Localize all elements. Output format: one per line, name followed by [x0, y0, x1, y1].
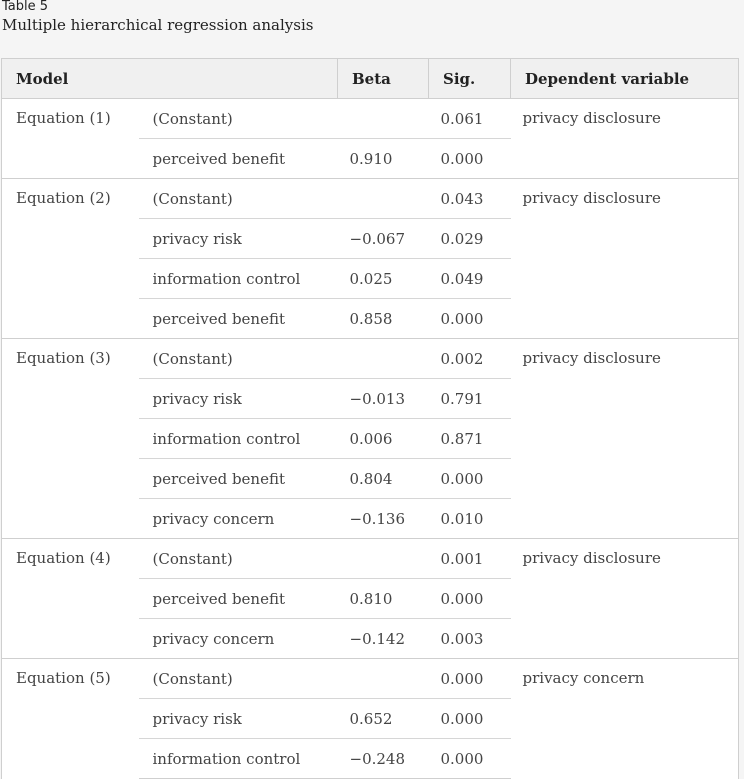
variable-name: information control	[139, 419, 338, 459]
sig-value: 0.871	[429, 419, 511, 459]
variable-name: perceived benefit	[139, 579, 338, 619]
equation-name: Equation (3)	[2, 339, 139, 539]
sig-value: 0.001	[429, 539, 511, 579]
beta-value	[338, 179, 429, 219]
table-row	[2, 339, 739, 379]
header-dependent: Dependent variable	[511, 59, 739, 99]
beta-value: 0.652	[338, 699, 429, 739]
table-body	[2, 99, 739, 779]
equation-name: Equation (1)	[2, 99, 139, 179]
variable-name: information control	[139, 739, 338, 779]
beta-value: 0.804	[338, 459, 429, 499]
variable-name: (Constant)	[139, 179, 338, 219]
table-row	[2, 179, 739, 219]
header-beta: Beta	[338, 59, 429, 99]
sig-value: 0.002	[429, 339, 511, 379]
beta-value: 0.810	[338, 579, 429, 619]
dependent-variable: privacy disclosure	[511, 179, 739, 339]
sig-value: 0.061	[429, 99, 511, 139]
beta-value: 0.910	[338, 139, 429, 179]
sig-value: 0.000	[429, 739, 511, 779]
dependent-variable: privacy disclosure	[511, 99, 739, 179]
variable-name: privacy risk	[139, 699, 338, 739]
variable-name: (Constant)	[139, 659, 338, 699]
sig-value: 0.003	[429, 619, 511, 659]
beta-value: −0.248	[338, 739, 429, 779]
sig-value: 0.043	[429, 179, 511, 219]
sig-value: 0.000	[429, 699, 511, 739]
beta-value: 0.006	[338, 419, 429, 459]
beta-value: −0.067	[338, 219, 429, 259]
sig-value: 0.049	[429, 259, 511, 299]
beta-value: 0.858	[338, 299, 429, 339]
variable-name: (Constant)	[139, 339, 338, 379]
variable-name: privacy risk	[139, 219, 338, 259]
table-label: Table 5	[2, 0, 49, 14]
header-sig: Sig.	[429, 59, 511, 99]
sig-value: 0.010	[429, 499, 511, 539]
header-model: Model	[2, 59, 338, 99]
variable-name: privacy concern	[139, 499, 338, 539]
sig-value: 0.000	[429, 659, 511, 699]
table-row	[2, 99, 739, 139]
beta-value: −0.136	[338, 499, 429, 539]
table-caption	[2, 0, 313, 36]
table-row	[2, 659, 739, 699]
beta-value	[338, 99, 429, 139]
regression-table	[1, 58, 739, 779]
beta-value	[338, 659, 429, 699]
variable-name: (Constant)	[139, 539, 338, 579]
equation-name: Equation (4)	[2, 539, 139, 659]
equation-name: Equation (5)	[2, 659, 139, 779]
beta-value: −0.142	[338, 619, 429, 659]
sig-value: 0.791	[429, 379, 511, 419]
header-row	[2, 59, 739, 99]
sig-value: 0.000	[429, 579, 511, 619]
dependent-variable: privacy concern	[511, 659, 739, 779]
variable-name: information control	[139, 259, 338, 299]
beta-value: 0.025	[338, 259, 429, 299]
beta-value	[338, 539, 429, 579]
beta-value	[338, 339, 429, 379]
sig-value: 0.029	[429, 219, 511, 259]
sig-value: 0.000	[429, 139, 511, 179]
sig-value: 0.000	[429, 459, 511, 499]
variable-name: privacy concern	[139, 619, 338, 659]
variable-name: perceived benefit	[139, 299, 338, 339]
equation-name: Equation (2)	[2, 179, 139, 339]
table-row	[2, 539, 739, 579]
dependent-variable: privacy disclosure	[511, 539, 739, 659]
variable-name: (Constant)	[139, 99, 338, 139]
variable-name: privacy risk	[139, 379, 338, 419]
variable-name: perceived benefit	[139, 459, 338, 499]
beta-value: −0.013	[338, 379, 429, 419]
dependent-variable: privacy disclosure	[511, 339, 739, 539]
sig-value: 0.000	[429, 299, 511, 339]
variable-name: perceived benefit	[139, 139, 338, 179]
table-title: Multiple hierarchical regression analysis	[2, 16, 314, 34]
